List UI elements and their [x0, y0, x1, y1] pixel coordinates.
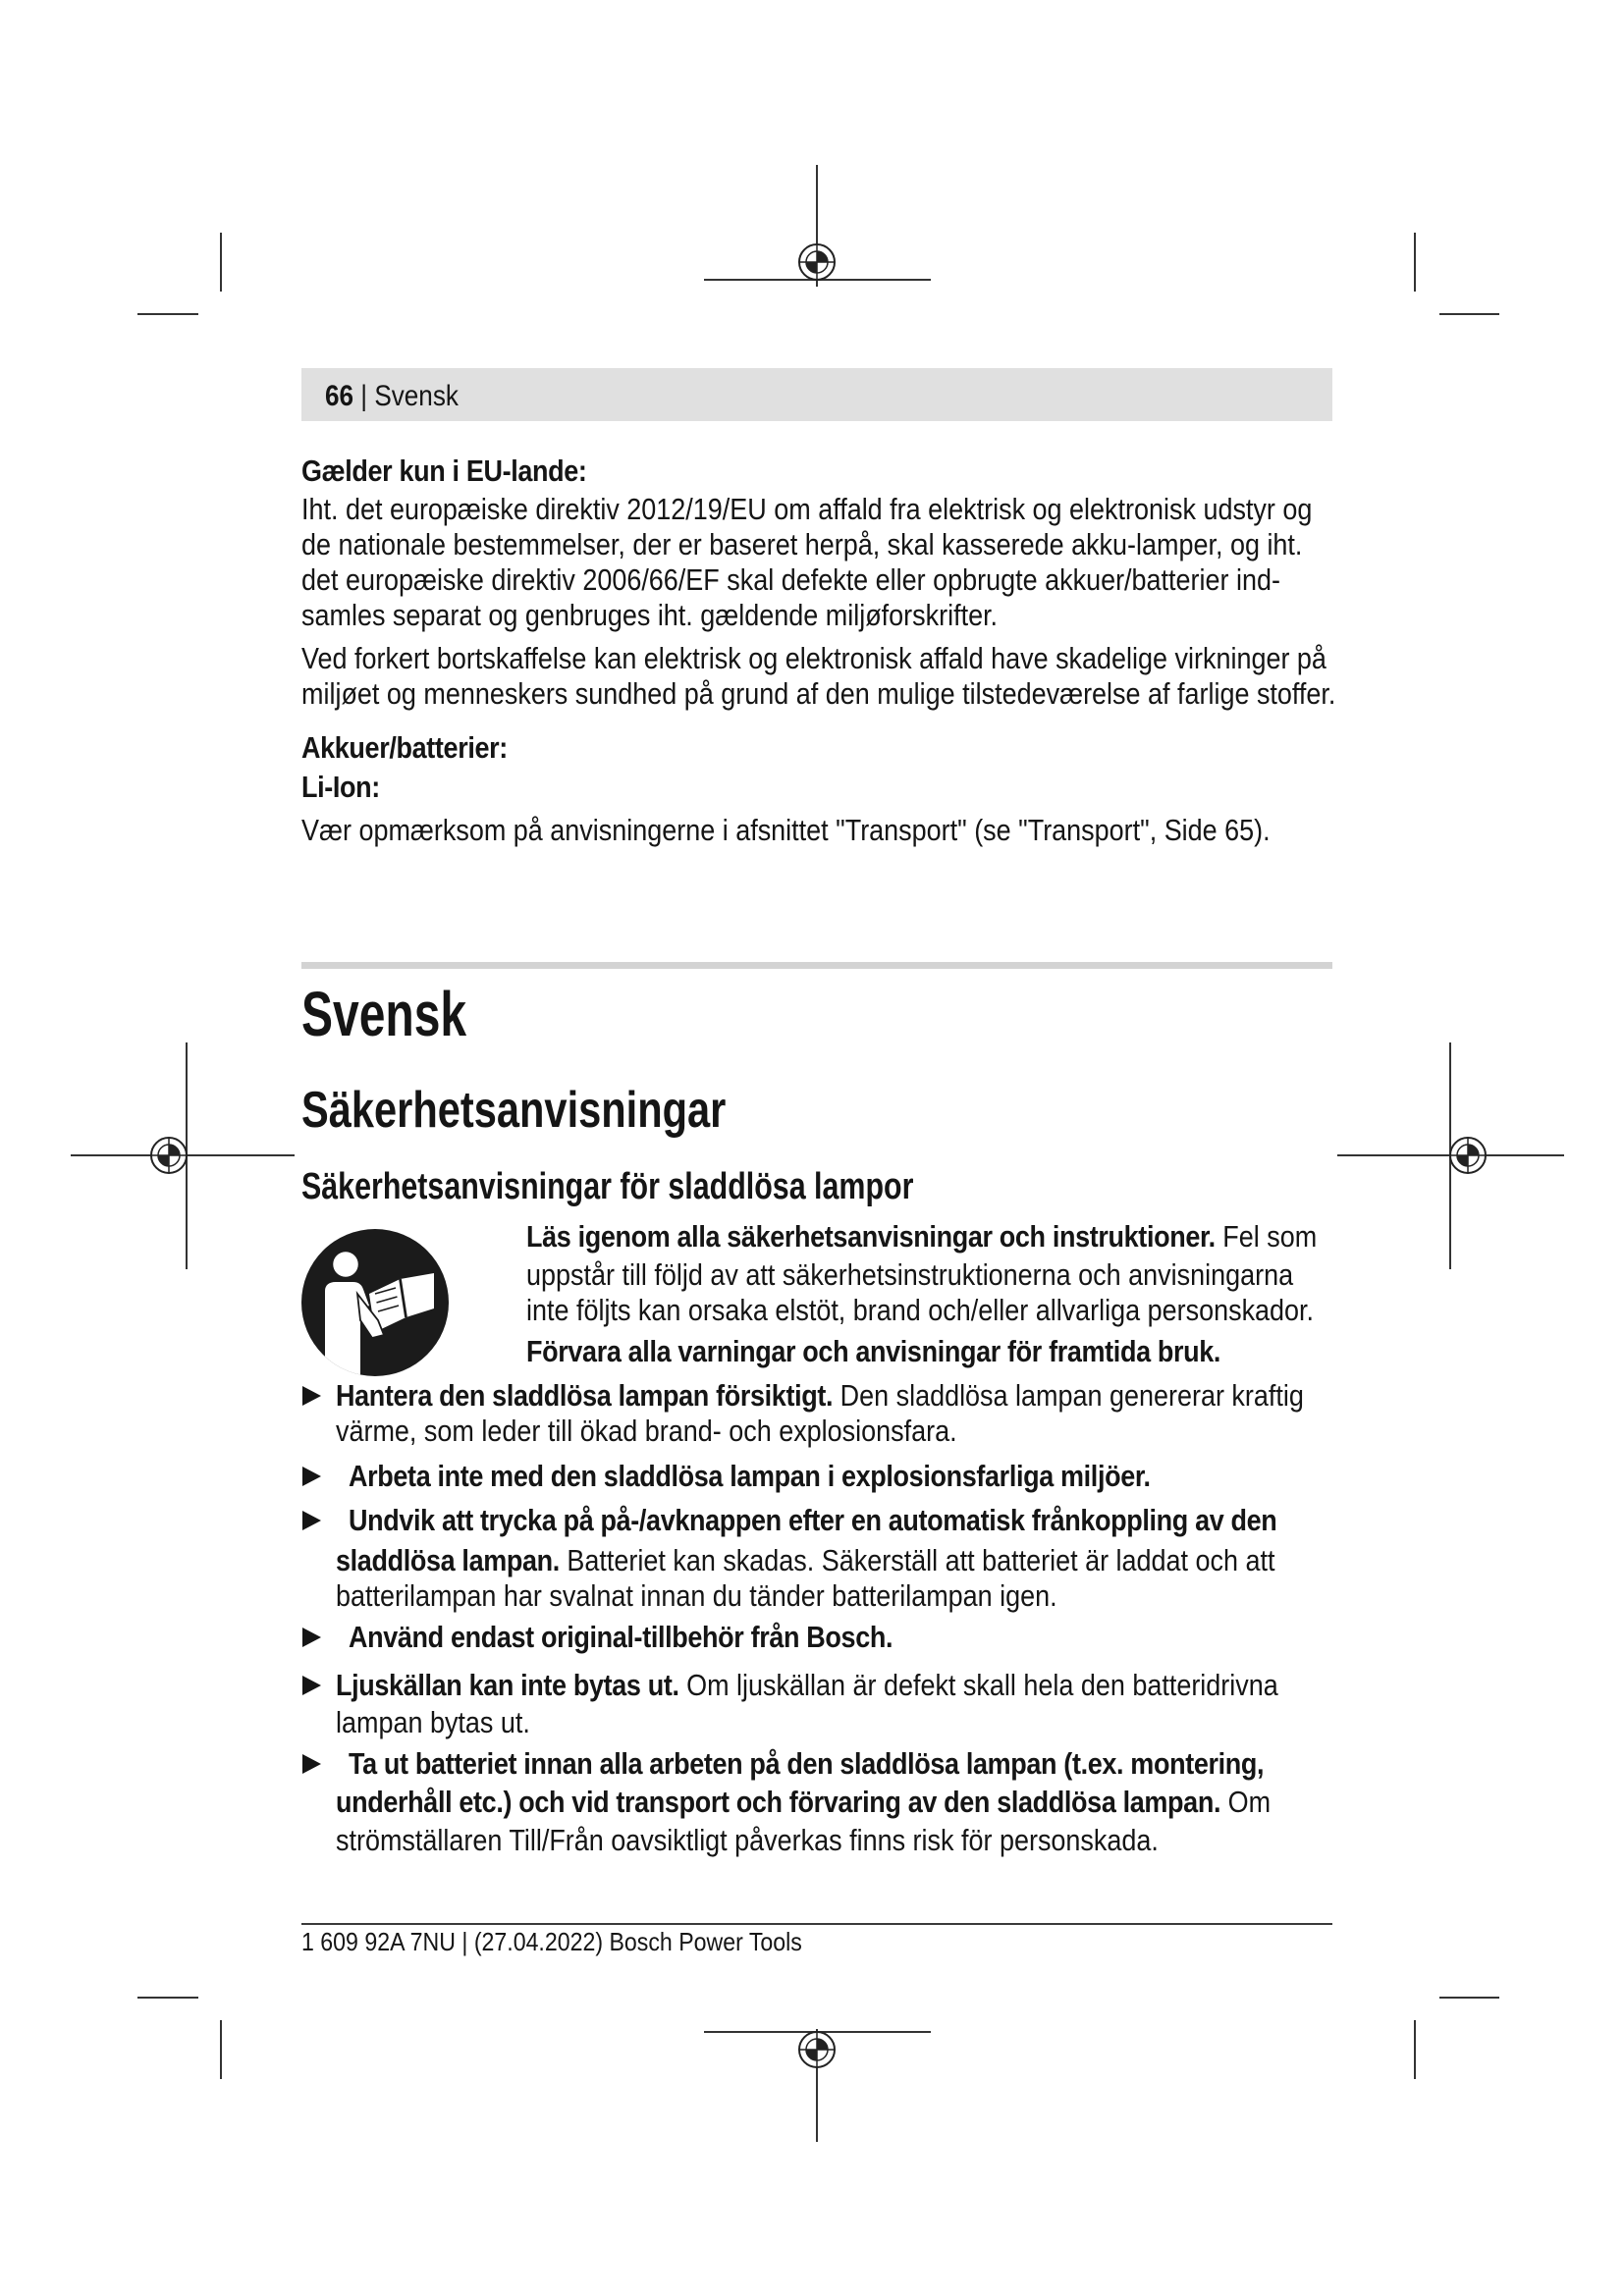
eu-disposal-heading	[301, 454, 587, 489]
bold-text: Läs igenom alla säkerhetsanvisningar och instruktioner.	[526, 1219, 1216, 1254]
body-text: Den sladdlösa lampan genererar kraftig	[839, 1378, 1304, 1413]
bold-text: Förvara alla varningar och anvisningar för framtida bruk.	[526, 1334, 1221, 1368]
bullet-line	[336, 1785, 1271, 1820]
bullet-line	[336, 1543, 1274, 1578]
page-header	[325, 379, 459, 414]
body-text: Ved forkert bortskaffelse kan elektrisk og elektronisk affald have skadelige virkninger på	[301, 641, 1326, 675]
body-text: det europæiske direktiv 2006/66/EF skal defekte eller opbrugte akkuer/batterier ind-	[301, 562, 1280, 597]
body-text: Om	[1227, 1785, 1272, 1819]
bullet-line	[336, 1705, 530, 1740]
bullet-line	[349, 1746, 1264, 1782]
bold-text: Undvik att trycka på på-/avknappen efter en automatisk frånkoppling av den	[349, 1503, 1277, 1537]
paragraph-line	[301, 562, 1280, 598]
bullet-line	[349, 1459, 1151, 1494]
heading-text: Gælder kun i EU-lande:	[301, 454, 587, 488]
registration-mark	[799, 2032, 835, 2067]
batteries-heading	[301, 730, 508, 766]
footer-rule	[301, 1923, 1332, 1925]
read-manual-icon	[301, 1229, 449, 1376]
body-text: Iht. det europæiske direktiv 2012/19/EU om affald fra elektrisk og elektronisk udstyr og	[301, 492, 1313, 526]
header-language: Svensk	[374, 380, 459, 412]
body-text: strömställaren Till/Från oavsiktligt påverkas finns risk för personskada.	[336, 1823, 1159, 1857]
person-head	[333, 1252, 358, 1277]
footer-text: 1 609 92A 7NU | (27.04.2022) Bosch Power Tools	[301, 1927, 802, 1956]
body-text: samles separat og genbruges iht. gældende miljøforskrifter.	[301, 598, 999, 632]
paragraph-line	[301, 641, 1326, 676]
read-manual-line	[526, 1257, 1293, 1293]
bold-text: Ta ut batteriet innan alla arbeten på den sladdlösa lampan (t.ex. montering,	[349, 1746, 1265, 1781]
page-number: 66	[325, 380, 354, 412]
bold-text: Arbeta inte med den sladdlösa lampan i explosionsfarliga miljöer.	[349, 1459, 1151, 1493]
registration-mark	[799, 244, 835, 280]
section-title: Svensk	[301, 979, 467, 1049]
transport-note	[301, 813, 1271, 848]
liion-heading	[301, 770, 380, 805]
body-text: Fel som	[1222, 1219, 1318, 1254]
triangle-right-icon	[302, 1754, 321, 1774]
bullet-line	[349, 1503, 1276, 1538]
body-text: miljøet og menneskers sundhed på grund af den mulige tilstedeværelse af farlige stoffer.	[301, 676, 1336, 711]
section-divider	[301, 962, 1332, 969]
bullet-line	[336, 1578, 1057, 1614]
bold-text: sladdlösa lampan.	[336, 1543, 560, 1577]
bullet-line	[336, 1378, 1304, 1414]
body-text: lampan bytas ut.	[336, 1705, 530, 1739]
bold-text: underhåll etc.) och vid transport och förvaring av den sladdlösa lampan.	[336, 1785, 1221, 1819]
read-manual-line	[526, 1293, 1314, 1328]
body-text: de nationale bestemmelser, der er baseret herpå, skal kasserede akku-lamper, og iht.	[301, 527, 1303, 561]
bullet-line	[336, 1823, 1159, 1858]
triangle-right-icon	[302, 1628, 321, 1647]
body-text: Om ljuskällan är defekt skall hela den batteridrivna	[686, 1668, 1278, 1702]
section-subheading: Säkerhetsanvisningar för sladdlösa lampor	[301, 1166, 914, 1207]
body-text: värme, som leder till ökad brand- och explosionsfara.	[336, 1414, 957, 1448]
bold-text: Ljuskällan kan inte bytas ut.	[336, 1668, 679, 1702]
registration-mark	[1450, 1138, 1486, 1173]
bullet-line	[336, 1668, 1278, 1703]
triangle-right-icon	[302, 1511, 321, 1530]
triangle-right-icon	[302, 1467, 321, 1486]
section-heading: Säkerhetsanvisningar	[301, 1082, 727, 1139]
paragraph-line	[301, 527, 1302, 562]
heading-text: Li-Ion:	[301, 770, 380, 804]
paragraph-line	[301, 676, 1335, 712]
bold-text: Hantera den sladdlösa lampan försiktigt.	[336, 1378, 834, 1413]
paragraph-line	[301, 492, 1312, 527]
body-text: uppstår till följd av att säkerhetsinstruktionerna och anvisningarna	[526, 1257, 1294, 1292]
read-manual-line	[526, 1334, 1220, 1369]
registration-mark	[151, 1138, 187, 1173]
bold-text: Använd endast original-tillbehör från Bosch.	[349, 1620, 893, 1654]
header-separator: |	[360, 380, 368, 412]
read-manual-line	[526, 1219, 1317, 1255]
triangle-right-icon	[302, 1676, 321, 1695]
body-text: batterilampan har svalnat innan du tänder batterilampan igen.	[336, 1578, 1057, 1613]
body-text: inte följts kan orsaka elstöt, brand och/eller allvarliga personskador.	[526, 1293, 1315, 1327]
paragraph-line	[301, 598, 998, 633]
bullet-line	[349, 1620, 893, 1655]
body-text: Vær opmærksom på anvisningerne i afsnittet "Transport" (se "Transport", Side 65).	[301, 813, 1271, 847]
heading-text: Akkuer/batterier:	[301, 730, 508, 765]
triangle-right-icon	[302, 1386, 321, 1406]
bullet-line	[336, 1414, 957, 1449]
body-text: Batteriet kan skadas. Säkerställ att batteriet är laddat och att	[567, 1543, 1275, 1577]
